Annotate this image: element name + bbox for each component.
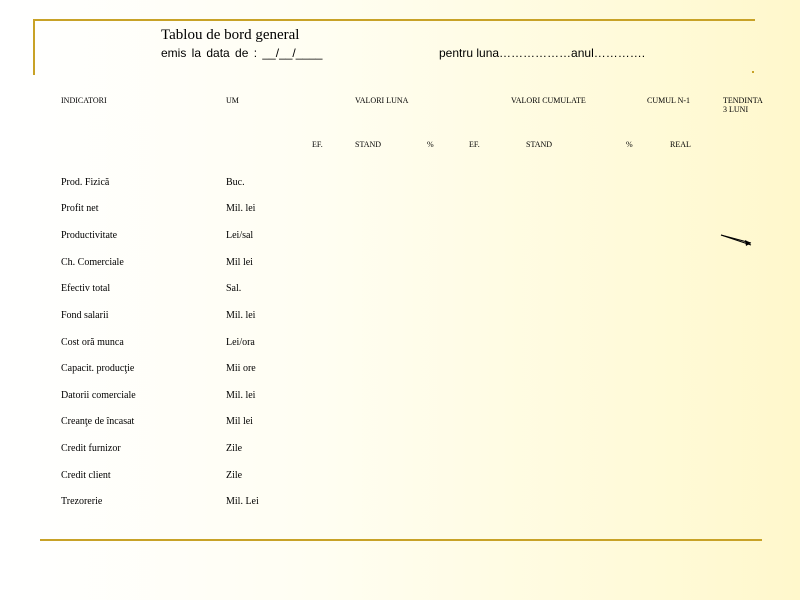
col-header-valori-luna: VALORI LUNA	[355, 96, 409, 105]
row-um: Mil. Lei	[226, 496, 259, 507]
row-indicator: Creanţe de încasat	[61, 416, 135, 427]
col-header-um: UM	[226, 96, 239, 105]
frame-left-line	[33, 19, 35, 75]
row-um: Mil lei	[226, 257, 253, 268]
row-um: Lei/ora	[226, 337, 255, 348]
subcol-ef-cumulate: EF.	[469, 140, 480, 149]
row-um: Buc.	[226, 177, 245, 188]
row-indicator: Credit furnizor	[61, 443, 121, 454]
col-header-valori-cumulate: VALORI CUMULATE	[511, 96, 586, 105]
row-indicator: Datorii comerciale	[61, 390, 136, 401]
row-um: Zile	[226, 470, 243, 481]
page-title: Tablou de bord general	[161, 27, 300, 43]
row-um: Mii ore	[226, 363, 256, 374]
decorative-dot	[752, 71, 754, 73]
col-header-indicatori: INDICATORI	[61, 96, 107, 105]
row-indicator: Productivitate	[61, 230, 118, 241]
row-indicator: Capacit. producţie	[61, 363, 135, 374]
arrow-right-icon	[720, 233, 754, 249]
subcol-pct-cumulate: %	[626, 140, 633, 149]
col-header-tendinta-label: TENDINTA	[723, 96, 763, 105]
col-header-cumul-n1: CUMUL N-1	[647, 96, 691, 105]
subcol-stand-luna: STAND	[355, 140, 382, 149]
row-um: Mil. lei	[226, 203, 256, 214]
row-um: Lei/sal	[226, 230, 254, 241]
col-header-tendinta	[723, 96, 763, 114]
issued-date-label: emis la data de : __/__/____	[161, 46, 323, 60]
row-um: Mil. lei	[226, 390, 256, 401]
row-indicator: Fond salarii	[61, 310, 109, 321]
row-indicator: Prod. Fizică	[61, 177, 110, 188]
col-header-tendinta-sub: 3 LUNI	[723, 105, 749, 114]
row-indicator: Cost oră munca	[61, 337, 124, 348]
subcol-ef-luna: EF.	[312, 140, 323, 149]
row-indicator: Ch. Comerciale	[61, 257, 124, 268]
period-label: pentru luna………………anul………….	[439, 46, 646, 60]
row-indicator: Efectiv total	[61, 283, 111, 294]
subcol-stand-cumulate: STAND	[526, 140, 553, 149]
frame-top-line	[33, 19, 755, 21]
row-um: Mil. lei	[226, 310, 256, 321]
row-indicator: Profit net	[61, 203, 99, 214]
row-indicator: Credit client	[61, 470, 111, 481]
frame-bottom-line	[40, 539, 762, 541]
subcol-real: REAL	[670, 140, 691, 149]
subcol-pct-luna: %	[427, 140, 434, 149]
row-um: Mil lei	[226, 416, 253, 427]
row-um: Zile	[226, 443, 243, 454]
row-indicator: Trezorerie	[61, 496, 103, 507]
row-um: Sal.	[226, 283, 242, 294]
